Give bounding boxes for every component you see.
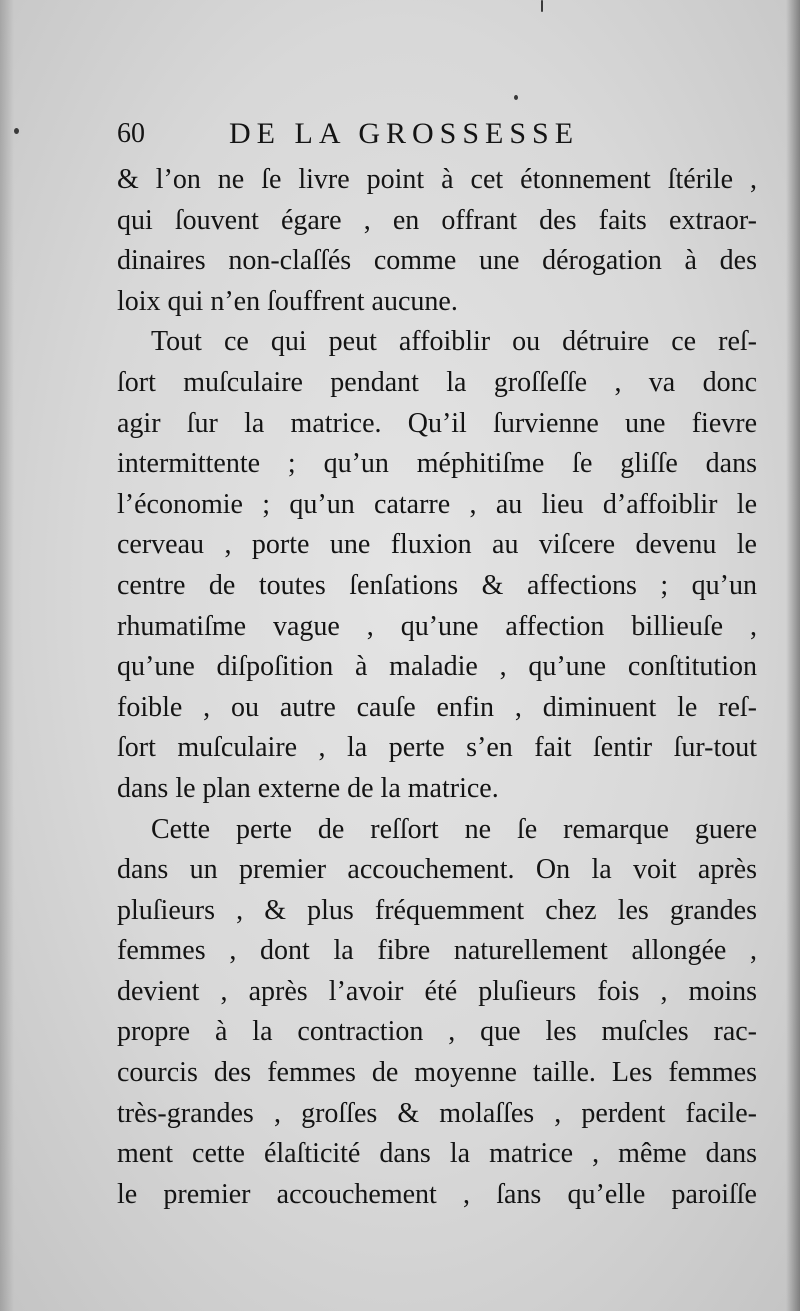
text-line: propre à la contraction , que les muſcles rac-	[117, 1016, 757, 1048]
text-line: l’économie ; qu’un catarre , au lieu d’affoiblir le	[117, 488, 757, 520]
text-line: intermittente ; qu’un méphitiſme ſe gliſſe dans	[117, 448, 757, 480]
text-line: Cette perte de reſſort ne ſe remarque guere	[151, 813, 757, 845]
text-line: dans le plan externe de la matrice.	[117, 772, 499, 804]
text-line: qui ſouvent égare , en offrant des faits extraor-	[117, 204, 757, 236]
text-line: cerveau , porte une fluxion au viſcere devenu le	[117, 529, 757, 561]
text-line: & l’on ne ſe livre point à cet étonnement ſtérile ,	[117, 164, 757, 195]
text-line: le premier accouchement , ſans qu’elle paroiſſe	[117, 1178, 757, 1210]
ink-speck	[541, 0, 543, 12]
text-line: foible , ou autre cauſe enfin , diminuent le reſ-	[117, 691, 757, 723]
running-head-title: DE LA GROSSESSE	[229, 117, 580, 150]
paragraph	[117, 810, 757, 1216]
text-line: rhumatiſme vague , qu’une affection billieuſe ,	[117, 610, 757, 642]
text-line: Tout ce qui peut affoiblir ou détruire ce reſ-	[151, 326, 757, 358]
running-head	[117, 112, 757, 156]
text-line: femmes , dont la fibre naturellement allongée ,	[117, 935, 757, 967]
page-left-edge-shadow	[0, 0, 14, 1311]
text-line: courcis des femmes de moyenne taille. Les femmes	[117, 1057, 757, 1089]
ink-speck	[514, 95, 518, 100]
text-line: loix qui n’en ſouffrent aucune.	[117, 285, 458, 317]
paragraph	[117, 322, 757, 809]
text-line: ſort muſculaire , la perte s’en fait ſentir ſur-tout	[117, 732, 757, 764]
text-line: ſort muſculaire pendant la groſſeſſe , va donc	[117, 366, 757, 398]
text-line: ment cette élaſticité dans la matrice , même dans	[117, 1138, 757, 1170]
text-line: dans un premier accouchement. On la voit après	[117, 854, 757, 886]
page-right-edge-shadow	[786, 0, 800, 1311]
text-line: devient , après l’avoir été pluſieurs fois , moins	[117, 975, 757, 1007]
text-line: très-grandes , groſſes & molaſſes , perdent facile-	[117, 1097, 757, 1129]
body-text	[117, 160, 757, 1215]
page-number: 60	[117, 118, 145, 149]
text-line: pluſieurs , & plus fréquemment chez les grandes	[117, 894, 757, 926]
text-line: qu’une diſpoſition à maladie , qu’une conſtitution	[117, 651, 757, 683]
text-line: dinaires non-claſſés comme une dérogation à des	[117, 245, 757, 277]
text-line: centre de toutes ſenſations & affections ; qu’un	[117, 569, 757, 601]
ink-speck	[14, 128, 19, 134]
paragraph	[117, 160, 757, 322]
text-line: agir ſur la matrice. Qu’il ſurvienne une fievre	[117, 407, 757, 439]
